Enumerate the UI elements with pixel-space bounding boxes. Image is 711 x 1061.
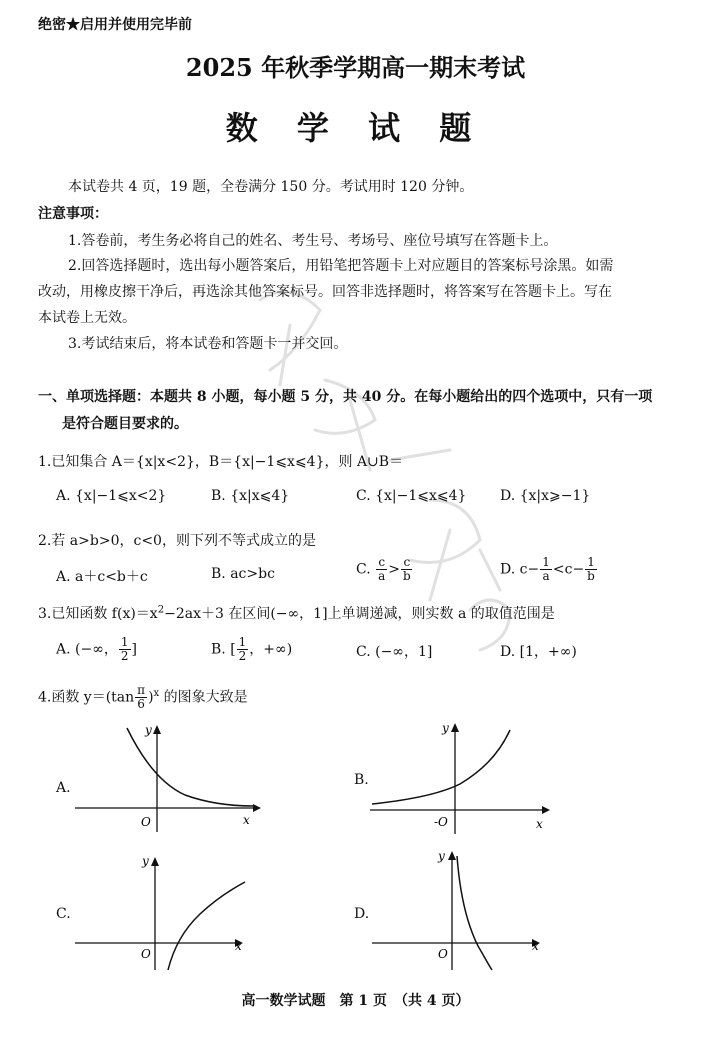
section-1-heading-cont: 是符合题目要求的。 bbox=[62, 416, 188, 432]
q2-option-d: D. c− $\frac{1}{a}$ <c− $\frac{1}{b}$ bbox=[500, 555, 595, 583]
notice-item-3: 3.考试结束后，将本试卷和答题卡一并交回。 bbox=[68, 336, 348, 352]
q3-option-b: B. [ $\frac{1}{2}$ ，+∞) bbox=[211, 635, 293, 663]
y-label: y bbox=[442, 721, 449, 735]
x-label: x bbox=[235, 939, 242, 953]
q4-label-a: A. bbox=[56, 780, 71, 796]
q2-option-b: B. ac>bc bbox=[211, 566, 275, 582]
q3-option-d: D. [1，+∞) bbox=[500, 644, 577, 660]
x-label: x bbox=[536, 817, 543, 831]
q2-option-c: C. $\frac{c}{a}$ > $\frac{c}{b}$ bbox=[356, 555, 411, 583]
notice-heading: 注意事项： bbox=[38, 206, 108, 222]
q1-option-b: B. {x|x⩽4} bbox=[211, 488, 290, 504]
subject-title: 数 学 试 题 bbox=[225, 109, 486, 147]
q1-option-d: D. {x|x⩾−1} bbox=[500, 488, 591, 504]
q1-option-c: C. {x|−1⩽x⩽4} bbox=[356, 488, 467, 504]
question-1-stem: 1.已知集合 A＝{x|x<2}，B＝{x|−1⩽x⩽4}，则 A∪B＝ bbox=[38, 454, 404, 470]
page-footer: 高一数学试题 第 1 页 （共 4 页） bbox=[241, 993, 470, 1009]
section-1-heading: 一、单项选择题：本题共 8 小题，每小题 5 分，共 40 分。在每小题给出的四个选项中，只有一项 bbox=[38, 389, 653, 405]
origin-label: -O bbox=[434, 815, 448, 829]
q3-option-a: A. (−∞， $\frac{1}{2}$ ] bbox=[56, 635, 137, 663]
x-label: x bbox=[532, 939, 539, 953]
question-4-stem: 4.函数 y＝(tan $\frac{\pi}{6}$ )$^x$ 的图象大致是 bbox=[38, 683, 248, 711]
q4-label-b: B. bbox=[354, 772, 369, 788]
curve-d bbox=[457, 856, 492, 970]
notice-item-2-line-2: 改动，用橡皮擦干净后，再选涂其他答案标号。回答非选择题时，将答案写在答题卡上。写在 bbox=[38, 284, 612, 300]
y-label: y bbox=[142, 854, 149, 868]
origin-label: O bbox=[141, 947, 151, 961]
notice-item-2-line-1: 2.回答选择题时，选出每小题答案后，用铅笔把答题卡上对应题目的答案标号涂黑。如需 bbox=[68, 258, 614, 274]
x-arrow bbox=[542, 806, 550, 814]
intro-text: 本试卷共 4 页，19 题，全卷满分 150 分。考试用时 120 分钟。 bbox=[68, 179, 474, 195]
y-label: y bbox=[145, 723, 152, 737]
curve-a bbox=[127, 728, 253, 806]
q2-option-a: A. a＋c<b＋c bbox=[56, 569, 148, 585]
y-arrow bbox=[153, 725, 161, 734]
curve-c bbox=[168, 882, 245, 970]
graph-c bbox=[75, 850, 265, 972]
y-arrow bbox=[451, 723, 459, 732]
origin-label: O bbox=[141, 815, 151, 829]
y-arrow bbox=[448, 851, 456, 860]
y-label: y bbox=[438, 849, 445, 863]
q1-option-a: A. {x|−1⩽x<2} bbox=[56, 488, 167, 504]
notice-item-2-line-3: 本试卷上无效。 bbox=[38, 310, 136, 326]
origin-label: O bbox=[438, 947, 448, 961]
graph-d bbox=[372, 846, 562, 972]
x-label: x bbox=[243, 813, 250, 827]
question-3-stem: 3.已知函数 $f(x)=x^2-2ax+3$ 在区间(−∞，1]上单调递减，则实数 a 的取值范围是 bbox=[38, 604, 555, 622]
graph-a bbox=[75, 720, 265, 835]
y-arrow bbox=[151, 857, 159, 866]
confidential-mark: 绝密★启用并使用完毕前 bbox=[38, 17, 192, 33]
notice-item-1: 1.答卷前，考生务必将自己的姓名、考生号、考场号、座位号填写在答题卡上。 bbox=[68, 233, 558, 249]
question-2-stem: 2.若 a>b>0，c<0，则下列不等式成立的是 bbox=[38, 533, 316, 549]
curve-b bbox=[372, 730, 510, 804]
q3-option-c: C. (−∞，1] bbox=[356, 644, 433, 660]
graph-b bbox=[370, 718, 560, 836]
x-arrow bbox=[253, 804, 261, 812]
q4-label-d: D. bbox=[354, 906, 370, 922]
q4-label-c: C. bbox=[56, 906, 71, 922]
exam-title: 2025 年秋季学期高一期末考试 bbox=[185, 53, 526, 82]
